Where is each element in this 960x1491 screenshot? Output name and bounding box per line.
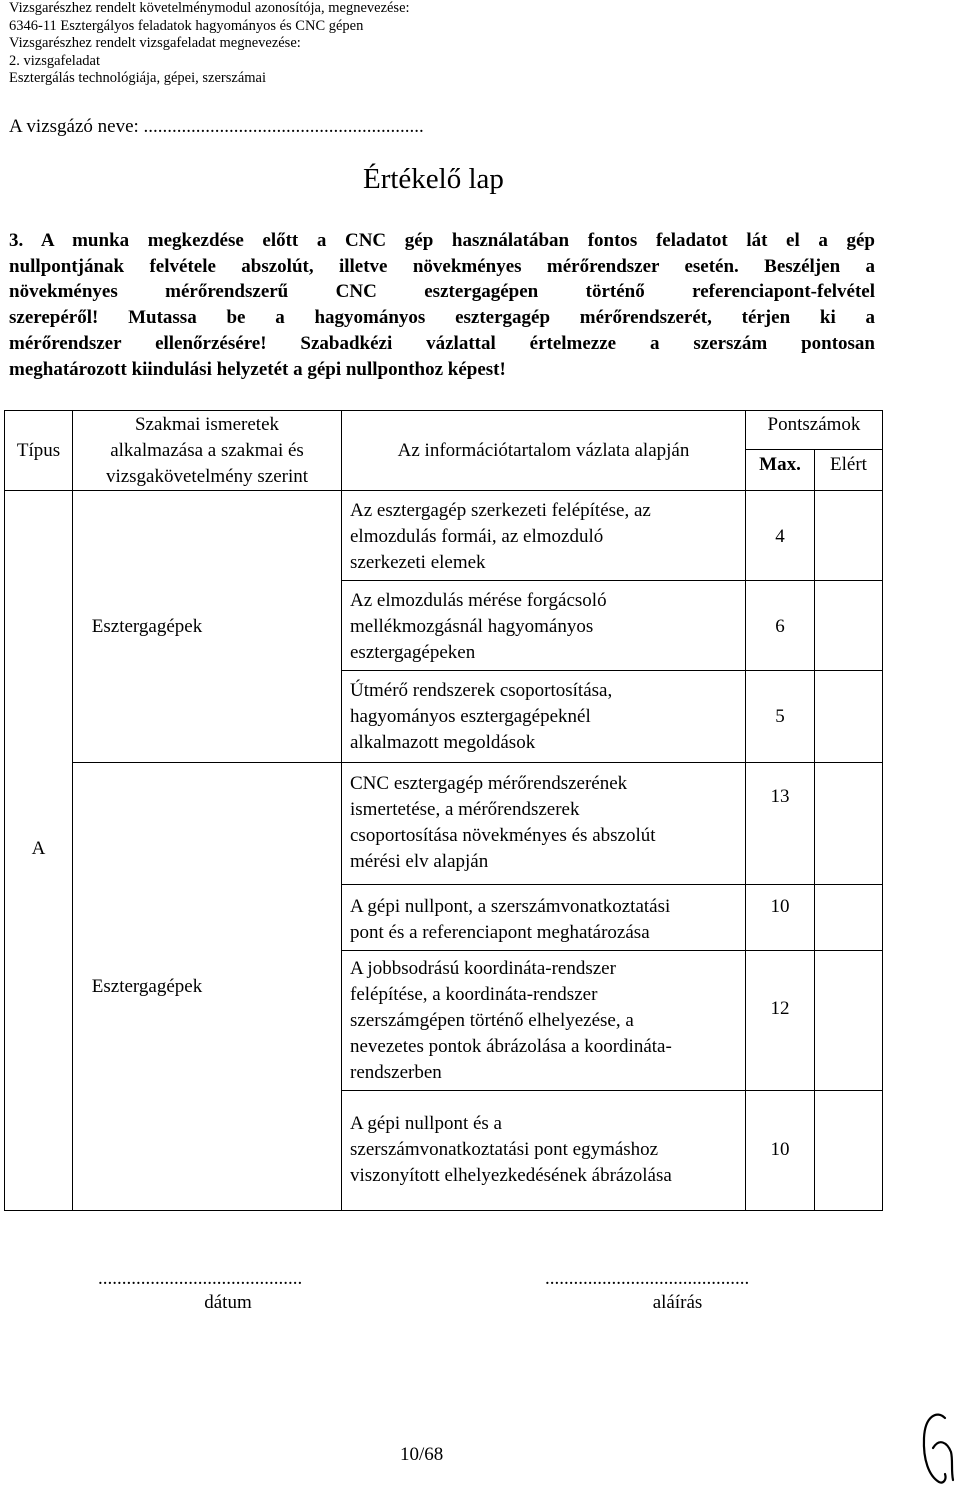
header-line-5: Esztergálás technológiája, gépei, szerszámai	[9, 70, 266, 87]
header-knowledge-line: Szakmai ismeretek	[134, 414, 280, 435]
date-label: dátum	[204, 1292, 252, 1313]
header-line-2: 6346-11 Esztergályos feladatok hagyományos és CNC gépen	[9, 17, 364, 34]
row-text-line: pont és a referenciapont meghatározása	[350, 922, 650, 943]
row-max-points: 6	[775, 616, 785, 637]
candidate-name-line: A vizsgázó neve: ...........................................................	[9, 116, 424, 137]
table-row-text	[350, 1111, 742, 1189]
row-text-line: elmozdulás formái, az elmozduló	[350, 526, 604, 547]
table-row-text	[350, 498, 742, 576]
page-title: Értékelő lap	[363, 163, 504, 195]
group-label: Esztergagépek	[91, 616, 203, 637]
type-value: A	[31, 838, 46, 859]
document-header	[9, 0, 410, 88]
table-row-text	[350, 678, 742, 756]
row-text-line: szerkezeti elemek	[350, 552, 486, 573]
signature-dots: ...........................................	[545, 1268, 750, 1289]
page-number: 10/68	[400, 1444, 444, 1465]
row-text-line: felépítése, a koordináta-rendszer	[350, 984, 598, 1005]
table-row-text	[350, 588, 742, 666]
row-text-line: hagyományos esztergagépeknél	[350, 706, 591, 727]
row-max-points: 13	[770, 786, 790, 807]
row-max-points: 4	[775, 526, 785, 547]
handwritten-signature	[915, 1408, 957, 1488]
task-line: nullpontjának felvétele abszolút, illetve növekményes mérőrendszer esetén. Beszéljen a	[9, 255, 875, 277]
row-text-line: mérési elv alapján	[350, 851, 489, 872]
row-text-line: szerszámgépen történő elhelyezése, a	[350, 1010, 634, 1031]
header-line-1: Vizsgarészhez rendelt követelménymodul azonosítója, megnevezése:	[9, 0, 410, 16]
row-max-points: 5	[775, 706, 785, 727]
row-max-points: 10	[770, 896, 790, 917]
row-text-line: viszonyított elhelyezkedésének ábrázolása	[350, 1165, 672, 1186]
row-text-line: rendszerben	[350, 1062, 442, 1083]
date-dots: ...........................................	[98, 1268, 303, 1289]
row-text-line: nevezetes pontok ábrázolása a koordináta-	[350, 1036, 672, 1057]
row-max-points: 12	[770, 998, 790, 1019]
header-line-4: 2. vizsgafeladat	[9, 52, 100, 69]
row-text-line: A jobbsodrású koordináta-rendszer	[350, 958, 616, 979]
header-type: Típus	[16, 440, 61, 461]
table-row-text	[350, 956, 742, 1086]
task-line: növekményes mérőrendszerű CNC esztergagépen történő referenciapont-felvétel	[9, 281, 875, 303]
task-line: meghatározott kiindulási helyzetét a gépi nullponthoz képest!	[9, 358, 506, 380]
header-knowledge	[73, 412, 341, 490]
row-text-line: szerszámvonatkoztatási pont egymáshoz	[350, 1139, 659, 1160]
header-points: Pontszámok	[767, 414, 861, 435]
signature-label: aláírás	[652, 1292, 703, 1313]
header-line-3: Vizsgarészhez rendelt vizsgafeladat megnevezése:	[9, 35, 301, 52]
task-line: szerepéről! Mutassa be a hagyományos esztergagép mérőrendszerét, térjen ki a	[9, 307, 875, 329]
task-description	[9, 228, 875, 382]
row-text-line: alkalmazott megoldások	[350, 732, 536, 753]
row-text-line: A gépi nullpont, a szerszámvonatkoztatási	[350, 896, 671, 917]
task-line: mérőrendszer ellenőrzésére! Szabadkézi vázlattal értelmezze a szerszám pontosan	[9, 332, 875, 354]
task-line: 3. A munka megkezdése előtt a CNC gép használatában fontos feladatot lát el a gép	[9, 230, 875, 251]
row-text-line: Útmérő rendszerek csoportosítása,	[350, 680, 613, 701]
row-text-line: Az esztergagép szerkezeti felépítése, az	[350, 500, 651, 521]
header-achieved: Elért	[830, 454, 867, 475]
row-text-line: CNC esztergagép mérőrendszerének	[350, 773, 628, 794]
table-row-text	[350, 894, 742, 946]
row-text-line: csoportosítása növekményes és abszolút	[350, 825, 656, 846]
header-info: Az információtartalom vázlata alapján	[397, 440, 690, 461]
row-text-line: A gépi nullpont és a	[350, 1113, 502, 1134]
table-row-text	[350, 771, 742, 875]
header-knowledge-line: alkalmazása a szakmai és	[110, 440, 304, 461]
header-max: Max.	[759, 454, 801, 475]
row-text-line: Az elmozdulás mérése forgácsoló	[350, 590, 607, 611]
row-text-line: esztergagépeken	[350, 642, 476, 663]
row-text-line: ismertetése, a mérőrendszerek	[350, 799, 580, 820]
header-knowledge-line: vizsgakövetelmény szerint	[105, 466, 309, 487]
row-text-line: mellékmozgásnál hagyományos	[350, 616, 594, 637]
group-label: Esztergagépek	[91, 976, 203, 997]
row-max-points: 10	[770, 1139, 790, 1160]
